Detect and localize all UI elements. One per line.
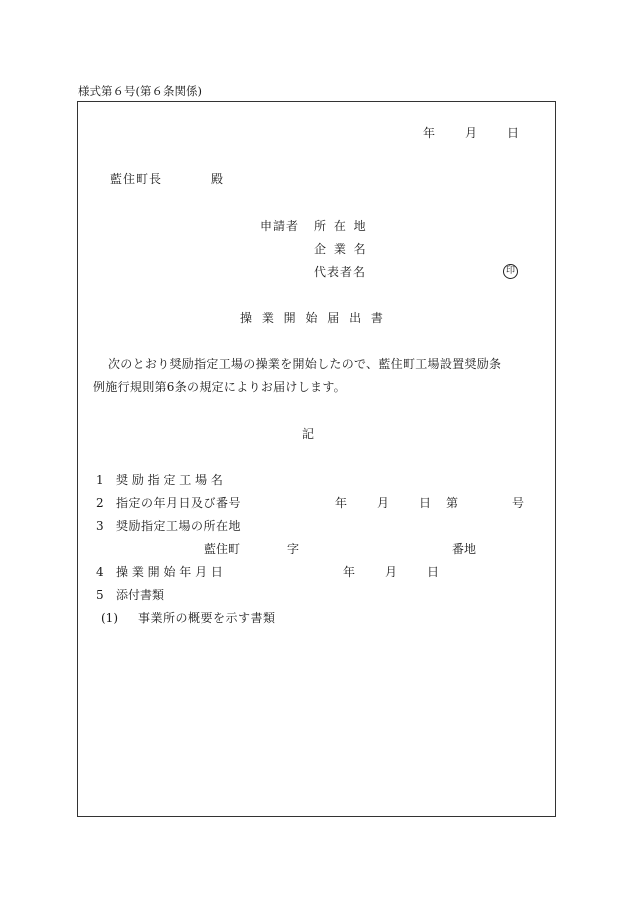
item-3-aza: 字 xyxy=(287,542,300,556)
applicant-address-label: 所 在 地 xyxy=(314,219,368,233)
seal-mark: 印 xyxy=(503,264,518,279)
item-4-year: 年 xyxy=(343,565,356,579)
body-line-1: 次のとおり奨励指定工場の操業を開始したので、藍住町工場設置奨励条 xyxy=(108,357,502,371)
form-number-label: 様式第６号(第６条関係) xyxy=(78,84,202,98)
attachment-label: 事業所の概要を示す書類 xyxy=(138,611,276,625)
item-3-town: 藍住町 xyxy=(204,542,241,556)
document-title: 操 業 開 始 届 出 書 xyxy=(240,311,386,325)
ki-heading: 記 xyxy=(302,427,315,441)
date-year-label: 年 xyxy=(423,126,436,140)
attachment-number: (1) xyxy=(101,611,118,625)
item-2-go: 号 xyxy=(512,496,525,510)
applicant-rep-label: 代表者名 xyxy=(314,265,367,279)
item-2-year: 年 xyxy=(335,496,348,510)
item-2-number: 2 xyxy=(96,496,104,510)
item-1-label: 奨 励 指 定 工 場 名 xyxy=(116,473,223,487)
date-day-label: 日 xyxy=(507,126,520,140)
item-2-label: 指定の年月日及び番号 xyxy=(116,496,242,510)
item-3-banchi: 番地 xyxy=(452,542,477,556)
item-2-month: 月 xyxy=(377,496,390,510)
item-5-number: 5 xyxy=(96,588,104,602)
addressee-name: 藍住町長 xyxy=(110,172,163,186)
item-3-number: 3 xyxy=(96,519,104,533)
applicant-company-label: 企 業 名 xyxy=(314,242,368,256)
date-month-label: 月 xyxy=(465,126,478,140)
item-2-dai: 第 xyxy=(446,496,459,510)
applicant-label: 申請者 xyxy=(260,219,300,233)
item-4-month: 月 xyxy=(385,565,398,579)
item-4-day: 日 xyxy=(427,565,440,579)
item-5-label: 添付書類 xyxy=(116,588,165,602)
item-1-number: 1 xyxy=(96,473,104,487)
form-frame xyxy=(77,101,556,817)
item-4-label: 操 業 開 始 年 月 日 xyxy=(116,565,223,579)
body-line-2: 例施行規則第6条の規定によりお届けします。 xyxy=(93,380,346,394)
item-2-day: 日 xyxy=(419,496,432,510)
item-3-label: 奨励指定工場の所在地 xyxy=(116,519,242,533)
item-4-number: 4 xyxy=(96,565,104,579)
addressee-honorific: 殿 xyxy=(211,172,224,186)
